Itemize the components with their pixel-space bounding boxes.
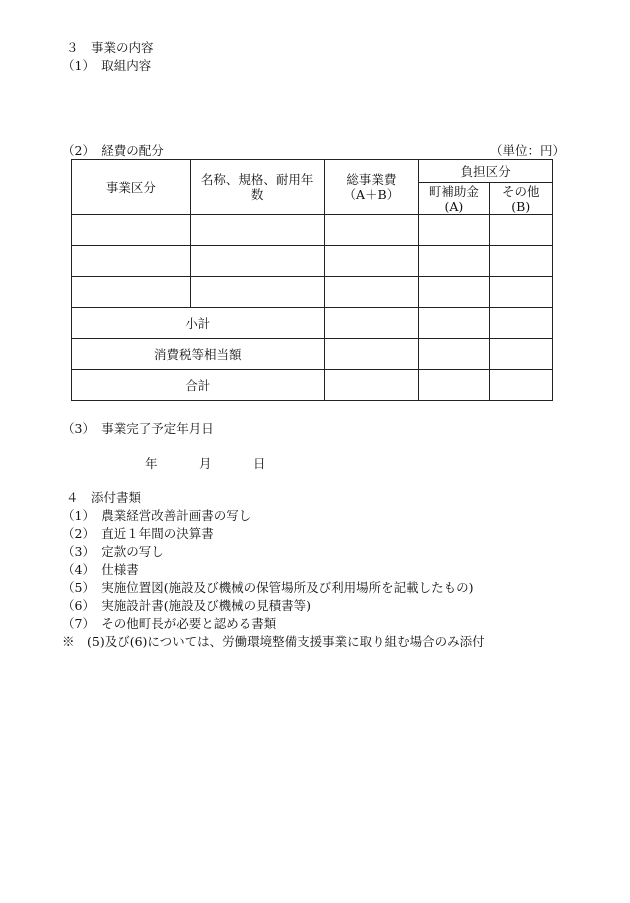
table-cell[interactable] bbox=[419, 246, 489, 277]
table-cell[interactable] bbox=[419, 308, 489, 339]
table-cell[interactable] bbox=[419, 370, 489, 401]
header-total-cost: 総事業費 （A＋B） bbox=[324, 160, 419, 215]
attachment-item: （6） 実施設計書(施設及び機械の見積書等) bbox=[62, 598, 311, 613]
table-cell[interactable] bbox=[72, 215, 191, 246]
subsection-2-heading: （2） 経費の配分 bbox=[62, 143, 164, 158]
table-cell[interactable] bbox=[489, 308, 552, 339]
header-burden: 負担区分 bbox=[419, 160, 553, 183]
attachment-item: （2） 直近１年間の決算書 bbox=[62, 526, 214, 541]
header-other: その他 (B) bbox=[489, 183, 552, 215]
table-cell[interactable] bbox=[324, 215, 419, 246]
section-4-heading: ４ 添付書類 bbox=[66, 490, 142, 505]
total-label: 合計 bbox=[72, 370, 325, 401]
expense-table bbox=[71, 159, 553, 401]
table-cell[interactable] bbox=[419, 277, 489, 308]
table-cell[interactable] bbox=[419, 215, 489, 246]
table-cell[interactable] bbox=[72, 277, 191, 308]
subtotal-label: 小計 bbox=[72, 308, 325, 339]
attachment-note: ※ (5)及び(6)については、労働環境整備支援事業に取り組む場合のみ添付 bbox=[62, 634, 485, 649]
subtotal-row bbox=[72, 308, 553, 339]
table-row bbox=[72, 215, 553, 246]
header-name-spec: 名称、規格、耐用年数 bbox=[190, 160, 324, 215]
tax-row bbox=[72, 339, 553, 370]
table-cell[interactable] bbox=[324, 246, 419, 277]
unit-label: （単位：円） bbox=[490, 143, 566, 158]
table-row bbox=[72, 277, 553, 308]
attachment-item: （5） 実施位置図(施設及び機械の保管場所及び利用場所を記載したもの) bbox=[62, 580, 474, 595]
date-month-label: 月 bbox=[199, 456, 212, 471]
table-cell[interactable] bbox=[489, 215, 552, 246]
table-cell[interactable] bbox=[190, 277, 324, 308]
table-cell[interactable] bbox=[489, 339, 552, 370]
table-cell[interactable] bbox=[489, 277, 552, 308]
attachment-item: （7） その他町長が必要と認める書類 bbox=[62, 616, 277, 631]
table-cell[interactable] bbox=[190, 215, 324, 246]
table-cell[interactable] bbox=[324, 277, 419, 308]
section-3-heading: ３ 事業の内容 bbox=[66, 40, 154, 55]
table-cell[interactable] bbox=[324, 370, 419, 401]
header-category: 事業区分 bbox=[72, 160, 191, 215]
table-row bbox=[72, 246, 553, 277]
subsection-3-heading: （3） 事業完了予定年月日 bbox=[62, 421, 214, 436]
table-cell[interactable] bbox=[190, 246, 324, 277]
subsection-1-heading: （1） 取組内容 bbox=[62, 58, 152, 73]
table-cell[interactable] bbox=[324, 308, 419, 339]
total-row bbox=[72, 370, 553, 401]
header-town-subsidy: 町補助金 (A) bbox=[419, 183, 489, 215]
attachment-item: （3） 定款の写し bbox=[62, 544, 164, 559]
table-cell[interactable] bbox=[324, 339, 419, 370]
table-cell[interactable] bbox=[489, 370, 552, 401]
tax-label: 消費税等相当額 bbox=[72, 339, 325, 370]
date-day-label: 日 bbox=[253, 456, 266, 471]
table-cell[interactable] bbox=[72, 246, 191, 277]
attachment-item: （4） 仕様書 bbox=[62, 562, 139, 577]
date-year-label: 年 bbox=[145, 456, 158, 471]
table-cell[interactable] bbox=[419, 339, 489, 370]
table-cell[interactable] bbox=[489, 246, 552, 277]
attachment-item: （1） 農業経営改善計画書の写し bbox=[62, 508, 252, 523]
